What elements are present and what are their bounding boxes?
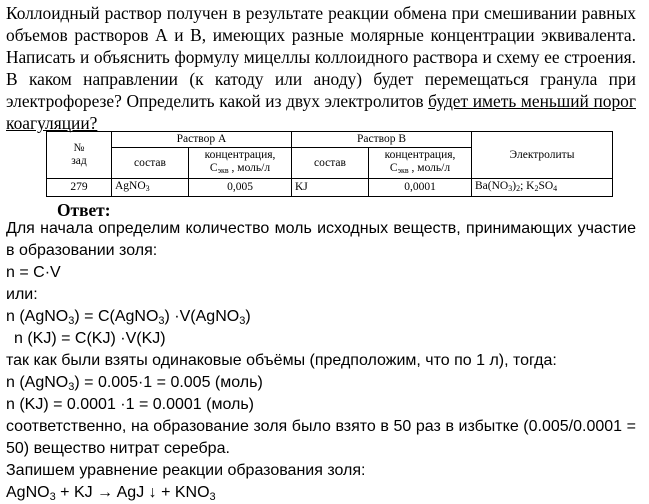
header-solution-a: Раствор А: [112, 132, 292, 148]
header-electrolytes: Электролиты: [472, 132, 613, 179]
conc-unit: , моль/л: [228, 162, 271, 174]
formula-sub: 3: [145, 184, 150, 193]
formula-text: SO: [538, 180, 554, 192]
answer-body: [6, 218, 636, 504]
formula-text: ): [512, 180, 517, 192]
formula-sub: 3: [49, 491, 56, 503]
header-b-concentration: [369, 148, 472, 179]
formula-sub: 3: [68, 381, 75, 393]
data-table: [46, 131, 613, 197]
answer-line-2: n = C·V: [6, 264, 61, 281]
formula-sub: 2: [534, 184, 539, 193]
conc-sub: экв: [217, 166, 229, 175]
conc-label: концентрация,: [384, 149, 456, 161]
header-a-concentration: [189, 148, 292, 179]
answer-line-5: n (KJ) = C(KJ) ·V(KJ): [14, 330, 166, 347]
formula-sub: 4: [553, 184, 558, 193]
formula-text: AgNO: [115, 180, 146, 192]
formula-sub: 3: [209, 491, 216, 503]
formula-text: ) = 0.005·1 = 0.005 (моль): [74, 374, 263, 391]
formula-sub: 3: [158, 315, 165, 327]
answer-line-7: [6, 372, 636, 394]
cell-a-composition: [112, 179, 189, 197]
cell-a-concentration: 0,005: [189, 179, 292, 197]
conc-unit: , моль/л: [408, 162, 451, 174]
formula-text: Ba(NO: [475, 180, 509, 192]
answer-heading: Ответ:: [57, 200, 111, 220]
task-statement: [6, 2, 636, 134]
formula-text: ) = C(AgNO: [74, 308, 159, 325]
formula-sub: 3: [68, 315, 75, 327]
answer-line-1: Для начала определим количество моль исходных веществ, принимающих участие в образовании золя:: [6, 220, 636, 259]
cell-b-composition: KJ: [292, 179, 369, 197]
answer-line-8: n (KJ) = 0.0001 ·1 = 0.0001 (моль): [6, 396, 255, 413]
header-number-label: зад: [71, 155, 87, 167]
formula-sub: 3: [508, 184, 513, 193]
formula-sub: 3: [239, 315, 246, 327]
formula-text: AgNO: [6, 484, 50, 501]
answer-line-6: так как были взяты одинаковые объёмы (предположим, что по 1 л), тогда:: [6, 352, 557, 369]
header-a-composition: состав: [112, 148, 189, 179]
answer-line-11: [6, 482, 636, 504]
table-row: [47, 179, 613, 197]
formula-sub: 2: [516, 184, 521, 193]
conc-label: концентрация,: [204, 149, 276, 161]
formula-text: n (AgNO: [6, 374, 69, 391]
formula-text: n (AgNO: [6, 308, 69, 325]
cell-number: 279: [47, 179, 112, 197]
answer-line-4: [6, 306, 636, 328]
table-header-row: [47, 132, 613, 148]
answer-line-10: Запишем уравнение реакции образования золя:: [6, 462, 366, 479]
header-number: [47, 132, 112, 179]
conc-symbol: С: [389, 162, 398, 174]
answer-line-3: или:: [6, 286, 38, 303]
header-b-composition: состав: [292, 148, 369, 179]
conc-symbol: С: [209, 162, 218, 174]
formula-text: ; K: [520, 180, 535, 192]
formula-text: + KJ → AgJ ↓ + KNO: [55, 484, 210, 501]
task-paragraph: [6, 2, 636, 134]
header-number-symbol: №: [73, 142, 85, 154]
conc-sub: экв: [397, 166, 409, 175]
formula-text: ): [245, 308, 251, 325]
cell-electrolytes: [472, 179, 613, 197]
answer-line-9: соответственно, на образование золя было взято в 50 раз в избытке (0.005/0.0001 = 50) вещество нитрат серебра.: [6, 418, 636, 457]
cell-b-concentration: 0,0001: [369, 179, 472, 197]
formula-text: ) ·V(AgNO: [164, 308, 240, 325]
header-solution-b: Раствор В: [292, 132, 472, 148]
task-text-underlined: будет иметь меньший порог коагуляции?: [6, 91, 636, 133]
task-text: Коллоидный раствор получен в результате реакции обмена при смешивании равных объемов растворов А и В, имеющих разные молярные концентрации эквивалента. Написать и объяснить формулу мицеллы коллоидного раствора и схему ее строения. В каком направлении (к катоду или аноду) будет перемещаться гранула при электрофорезе? Определить какой из двух электролитов: [6, 3, 636, 111]
